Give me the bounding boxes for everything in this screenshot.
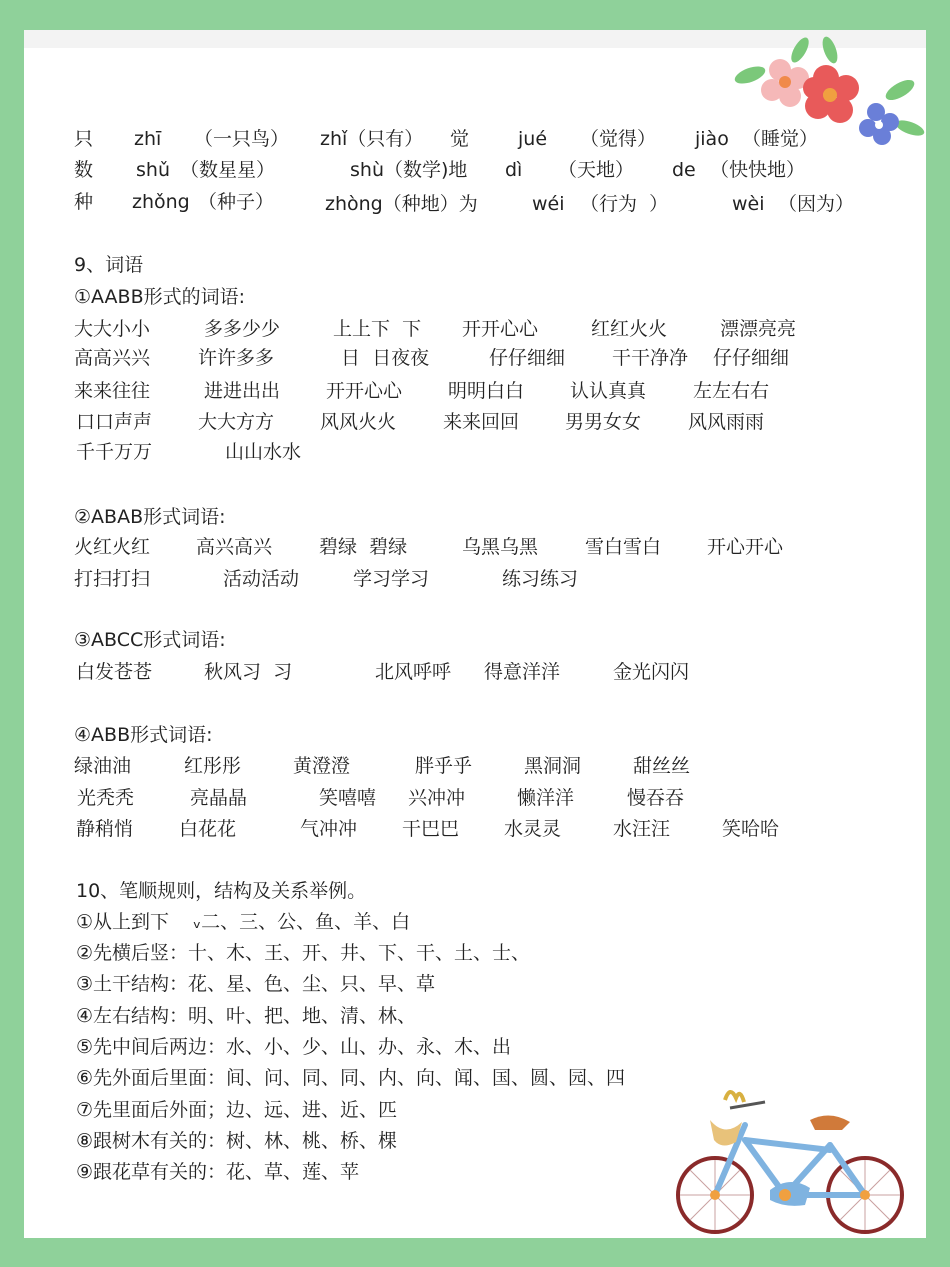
word: 笑嘻嘻 bbox=[319, 787, 377, 809]
word: 秋风习 习 bbox=[204, 661, 293, 683]
pinyin-example: shù（数学)地 bbox=[350, 159, 468, 181]
polyphone-char: 数 bbox=[74, 159, 94, 181]
rule-item: ⑦先里面后外面；边、远、进、近、匹 bbox=[76, 1099, 398, 1121]
word: 高高兴兴 bbox=[74, 347, 151, 369]
word: 兴冲冲 bbox=[408, 787, 466, 809]
pinyin: zhī bbox=[134, 128, 162, 150]
word: 静稍悄 bbox=[76, 818, 134, 840]
word: 明明白白 bbox=[448, 380, 525, 402]
word: 仔仔细细 bbox=[489, 347, 566, 369]
example: （觉得） bbox=[580, 128, 657, 150]
bicycle-decoration bbox=[670, 1080, 920, 1240]
word: 白发苍苍 bbox=[76, 661, 153, 683]
word: 仔仔细细 bbox=[713, 347, 790, 369]
word: 开开心心 bbox=[326, 380, 403, 402]
pinyin: de bbox=[672, 159, 696, 181]
word: 千千万万 bbox=[76, 441, 153, 463]
word: 大大方方 bbox=[198, 411, 275, 433]
word: 来来回回 bbox=[443, 411, 520, 433]
word: 干干净净 bbox=[612, 347, 689, 369]
polyphone-char: 种 bbox=[74, 191, 94, 213]
word: 红红火火 bbox=[591, 318, 668, 340]
word: 干巴巴 bbox=[402, 818, 460, 840]
word: 白花花 bbox=[179, 818, 237, 840]
example: （数星星） bbox=[180, 159, 276, 181]
word: 漂漂亮亮 bbox=[720, 318, 797, 340]
word: 黄澄澄 bbox=[293, 755, 351, 777]
word: 风风火火 bbox=[320, 411, 397, 433]
word: 高兴高兴 bbox=[196, 536, 273, 558]
word: 光秃秃 bbox=[77, 787, 135, 809]
word: 得意洋洋 bbox=[484, 661, 561, 683]
word: 金光闪闪 bbox=[613, 661, 690, 683]
example: （种子） bbox=[198, 191, 275, 213]
pinyin: dì bbox=[505, 159, 523, 181]
word: 红彤彤 bbox=[184, 755, 242, 777]
example: （睡觉） bbox=[742, 128, 819, 150]
word: 开开心心 bbox=[462, 318, 539, 340]
pinyin: zhǒng bbox=[132, 191, 190, 213]
word: 水汪汪 bbox=[613, 818, 671, 840]
word: 山山水水 bbox=[225, 441, 302, 463]
pinyin-example: zhòng（种地）为 bbox=[325, 193, 478, 215]
word: 气冲冲 bbox=[300, 818, 358, 840]
word: 学习学习 bbox=[353, 568, 430, 590]
pinyin: jué bbox=[518, 128, 548, 150]
abcc-title: ③ABCC形式词语: bbox=[74, 629, 226, 651]
example: （快快地） bbox=[710, 159, 806, 181]
word: 雪白雪白 bbox=[585, 536, 662, 558]
word: 活动活动 bbox=[223, 568, 300, 590]
word: 甜丝丝 bbox=[633, 755, 691, 777]
pinyin: shǔ bbox=[136, 159, 170, 181]
pinyin: jiào bbox=[695, 128, 729, 150]
rule-item: ②先横后竖：十、木、王、开、井、下、干、土、士、 bbox=[76, 942, 531, 964]
word: 许许多多 bbox=[198, 347, 275, 369]
word: 胖乎乎 bbox=[415, 755, 473, 777]
word: 大大小小 bbox=[74, 318, 151, 340]
word: 左左右右 bbox=[693, 380, 770, 402]
word: 黑洞洞 bbox=[524, 755, 582, 777]
example: （一只鸟） bbox=[194, 128, 290, 150]
word: 碧绿 碧绿 bbox=[319, 536, 408, 558]
rule-item: ①从上到下 ᵥ二、三、公、鱼、羊、白 bbox=[76, 911, 411, 933]
rule-item: ⑥先外面后里面：间、问、同、同、内、向、闻、国、圆、园、四 bbox=[76, 1067, 626, 1089]
word: 北风呼呼 bbox=[375, 661, 452, 683]
word: 慢吞吞 bbox=[627, 787, 685, 809]
word: 懒洋洋 bbox=[517, 787, 575, 809]
word: 亮晶晶 bbox=[190, 787, 248, 809]
section-10-title: 10、笔顺规则，结构及关系举例。 bbox=[76, 880, 367, 902]
word: 绿油油 bbox=[74, 755, 132, 777]
word: 水灵灵 bbox=[504, 818, 562, 840]
rule-item: ④左右结构：明、叶、把、地、清、林、 bbox=[76, 1005, 417, 1027]
pinyin-example: zhǐ（只有） bbox=[320, 128, 424, 150]
polyphone-char: 只 bbox=[74, 128, 94, 150]
word: 日 日夜夜 bbox=[341, 347, 430, 369]
example: （天地） bbox=[558, 159, 635, 181]
word: 男男女女 bbox=[565, 411, 642, 433]
word: 风风雨雨 bbox=[688, 411, 765, 433]
word: 笑哈哈 bbox=[722, 818, 780, 840]
pinyin: wéi bbox=[532, 193, 565, 215]
word: 打扫打扫 bbox=[74, 568, 151, 590]
example: （行为 ） bbox=[580, 193, 669, 215]
word: 乌黑乌黑 bbox=[462, 536, 539, 558]
word: 练习练习 bbox=[502, 568, 579, 590]
word: 口口声声 bbox=[76, 411, 153, 433]
word: 认认真真 bbox=[570, 380, 647, 402]
rule-item: ⑤先中间后两边：水、小、少、山、办、永、木、出 bbox=[76, 1036, 512, 1058]
aabb-title: ①AABB形式的词语: bbox=[74, 286, 246, 308]
section-9-title: 9、词语 bbox=[74, 254, 144, 276]
word: 多多少少 bbox=[204, 318, 281, 340]
word: 来来往往 bbox=[74, 380, 151, 402]
word: 开心开心 bbox=[707, 536, 784, 558]
polyphone-char: 觉 bbox=[450, 128, 470, 150]
word: 火红火红 bbox=[74, 536, 151, 558]
pinyin: wèi bbox=[732, 193, 765, 215]
example: （因为） bbox=[778, 193, 855, 215]
rule-item: ③土干结构：花、星、色、尘、只、早、草 bbox=[76, 973, 436, 995]
rule-item: ⑧跟树木有关的：树、林、桃、桥、棵 bbox=[76, 1130, 398, 1152]
abab-title: ②ABAB形式词语: bbox=[74, 506, 226, 528]
word: 进进出出 bbox=[204, 380, 281, 402]
rule-item: ⑨跟花草有关的：花、草、莲、苹 bbox=[76, 1161, 360, 1183]
word: 上上下 下 bbox=[333, 318, 422, 340]
abb-title: ④ABB形式词语: bbox=[74, 724, 213, 746]
